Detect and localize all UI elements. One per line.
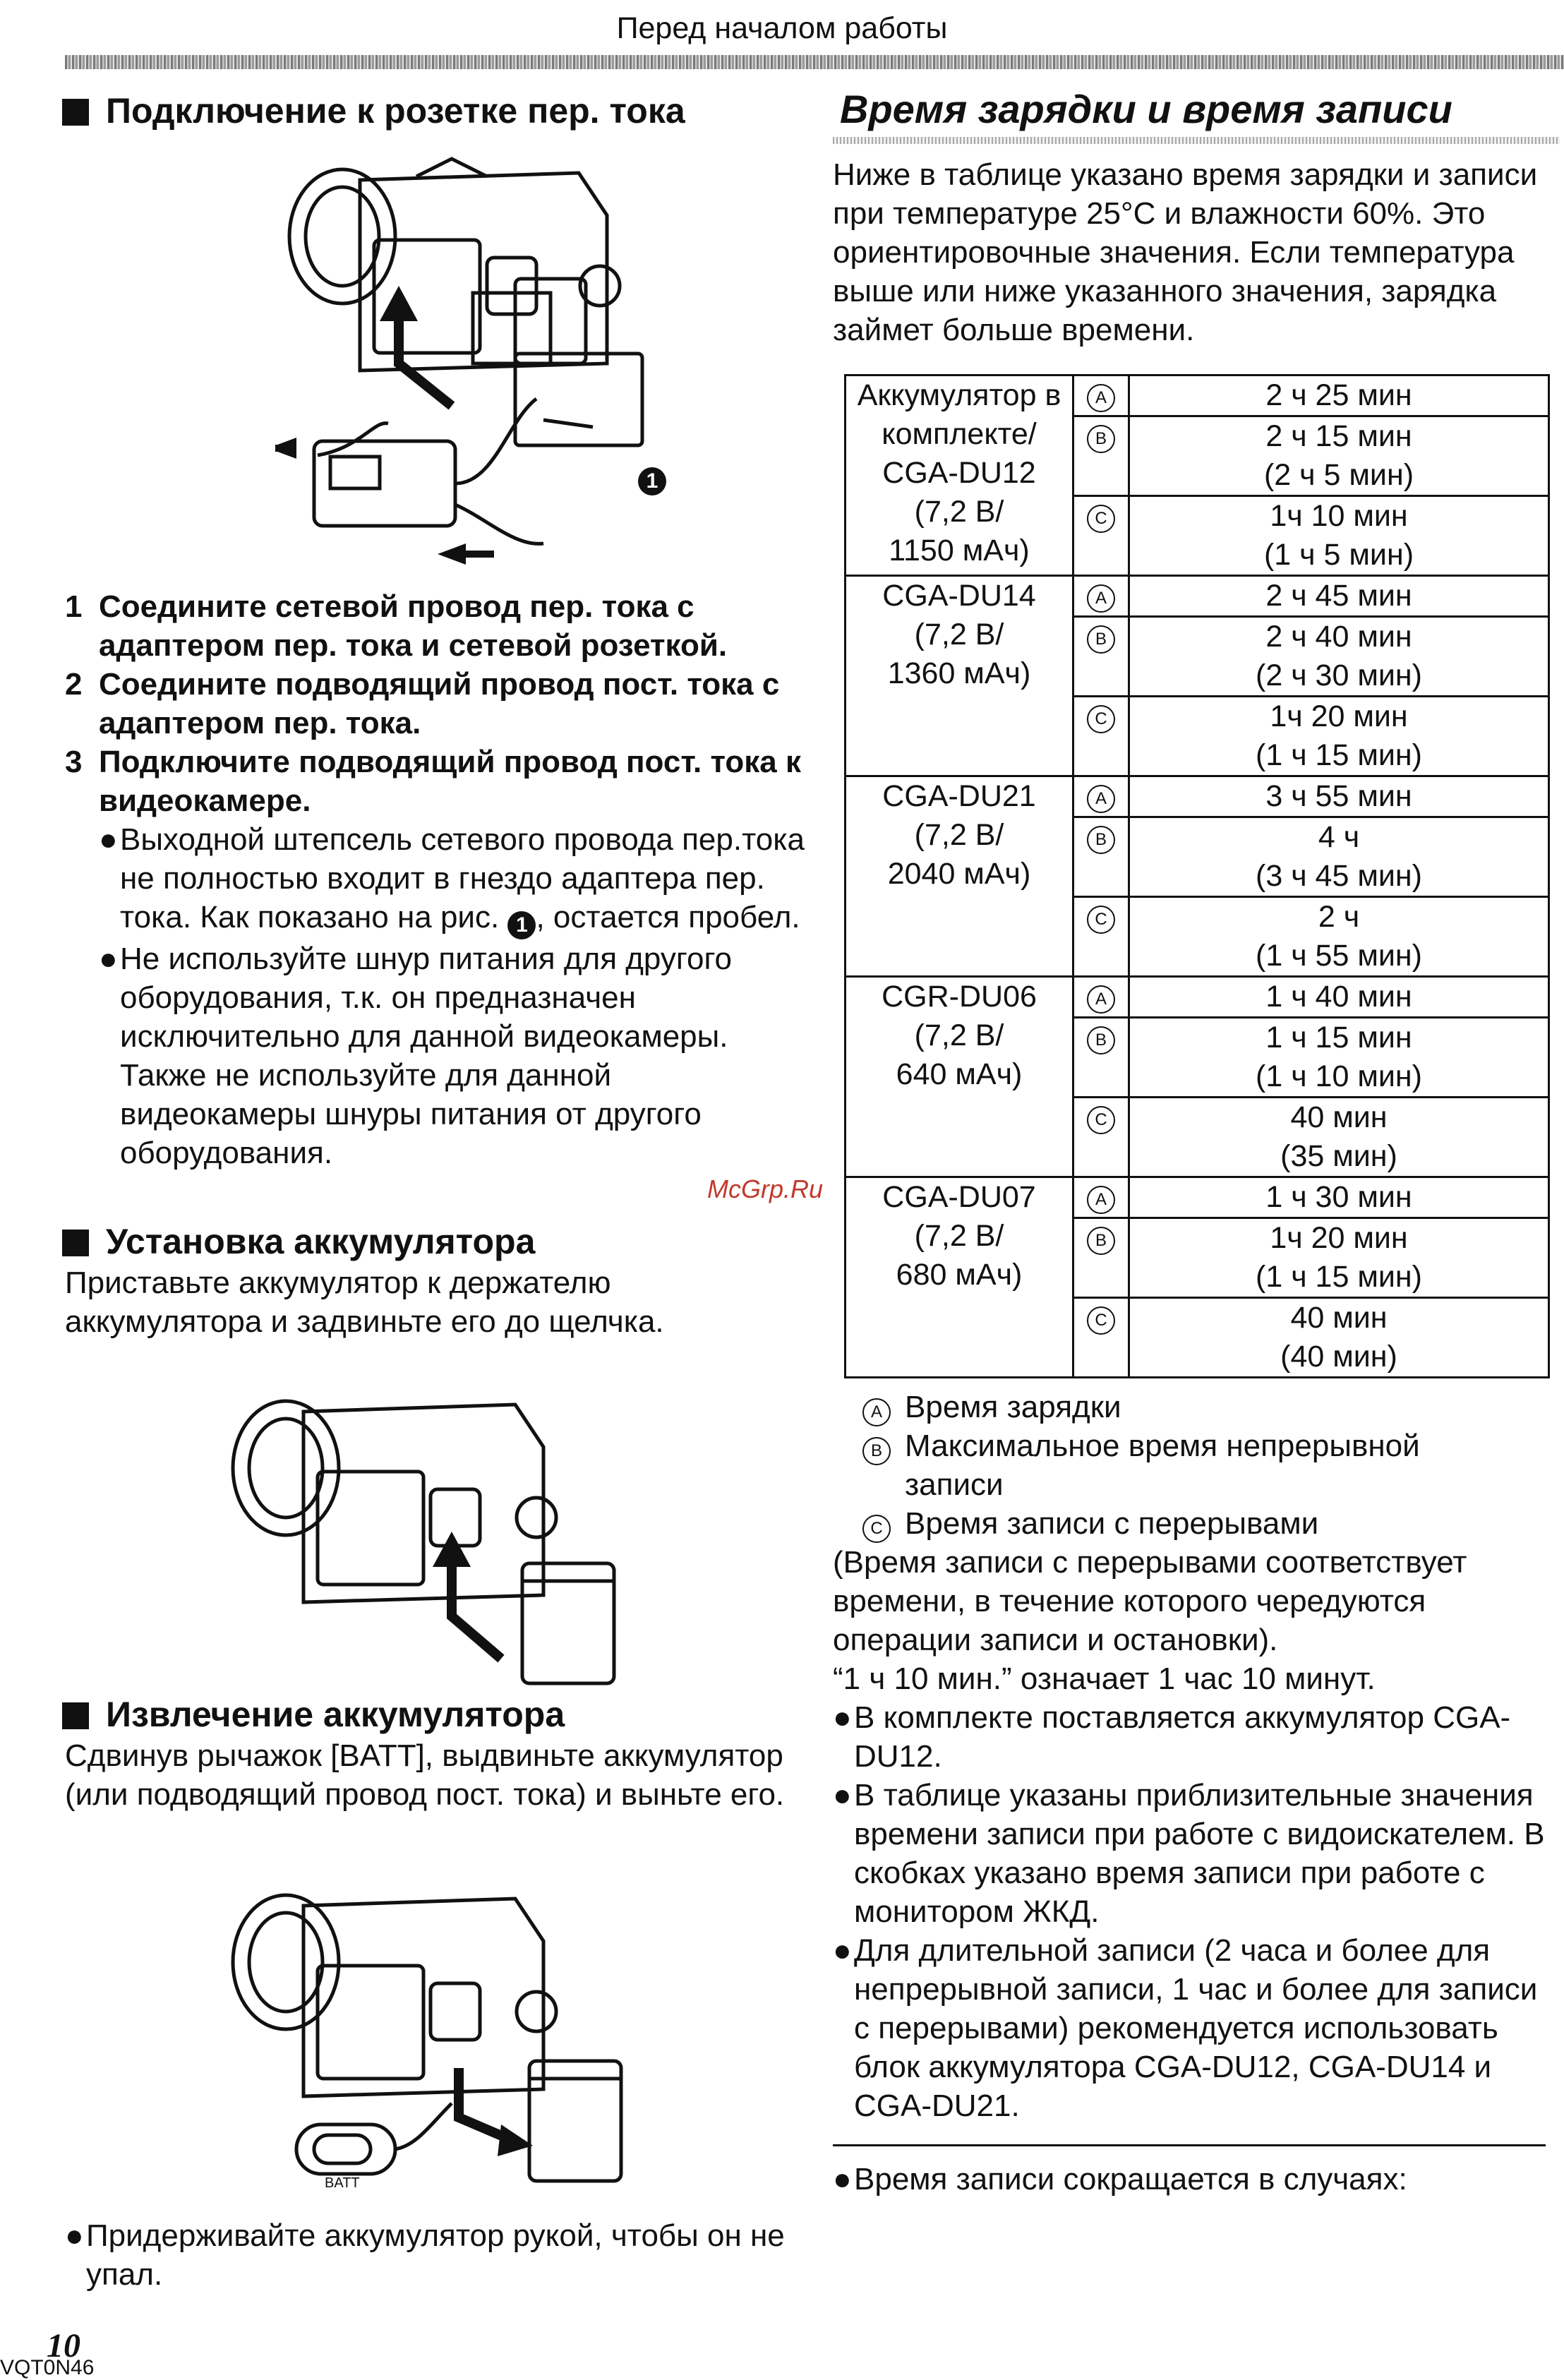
right-bullets — [833, 1698, 1546, 2125]
battery-model-line: (7,2 В/ — [914, 1018, 1004, 1052]
battery-model-line: комплекте/ — [882, 417, 1037, 451]
time-value-line: 1ч 20 мин — [1270, 699, 1408, 733]
time-value-line: (35 мин) — [1280, 1139, 1397, 1173]
time-value-line: 1 ч 30 мин — [1265, 1180, 1412, 1214]
circled-mark: C — [1087, 1306, 1115, 1335]
time-value-cell — [1129, 776, 1549, 817]
time-value-line: 3 ч 55 мин — [1265, 779, 1412, 813]
mark-cell — [1073, 1298, 1129, 1378]
mark-cell — [1073, 776, 1129, 817]
mark-cell — [1073, 817, 1129, 897]
bullet-plug-gap: ● Выходной штепсель сетевого провода пер.тока не полностью входит в гнездо адаптера пер. тока. Как показано на рис. 1 , остается пробел. — [99, 820, 813, 939]
time-value-line: (1 ч 15 мин) — [1256, 1260, 1422, 1294]
circled-mark: C — [1087, 1106, 1115, 1134]
time-value-line: 4 ч — [1318, 820, 1360, 854]
battery-model-line: 640 мАч) — [896, 1057, 1023, 1091]
table-legend — [862, 1388, 1498, 1543]
step-2: 2 Соедините подводящий провод пост. тока с адаптером пер. тока. — [65, 667, 780, 740]
right-footer-rule — [833, 2144, 1546, 2146]
step-1: 1 Соедините сетевой провод пер. тока с адаптером пер. тока и сетевой розеткой. — [65, 589, 728, 663]
time-value-line: (3 ч 45 мин) — [1256, 859, 1422, 893]
time-value-cell — [1129, 1218, 1549, 1298]
time-value-cell — [1129, 697, 1549, 776]
mark-cell — [1073, 897, 1129, 977]
battery-model-line: CGA-DU14 — [882, 579, 1036, 613]
time-value-cell — [1129, 416, 1549, 496]
battery-model-cell — [846, 977, 1073, 1177]
battery-model-cell — [846, 576, 1073, 776]
battery-model-line: (7,2 В/ — [914, 1219, 1004, 1253]
right-title-rule — [833, 137, 1560, 144]
mark-cell — [1073, 617, 1129, 697]
time-value-cell — [1129, 1177, 1549, 1218]
time-value-line: 1ч 20 мин — [1270, 1221, 1408, 1255]
note-intermittent: (Время записи с перерывами соответствует времени, в течение которого чередуются операции записи и остановки). — [833, 1545, 1467, 1657]
section-square-icon — [62, 1230, 89, 1256]
battery-model-line: CGA-DU21 — [882, 779, 1036, 813]
battery-install-text: Приставьте аккумулятор к держателю аккумулятора и задвиньте его до щелчка. — [65, 1266, 664, 1339]
bullet-recording-shorter: ● Время записи сокращается в случаях: — [833, 2162, 1407, 2196]
battery-model-line: CGA-DU07 — [882, 1180, 1036, 1214]
mark-cell — [1073, 416, 1129, 496]
section-title-battery-install: Установка аккумулятора — [62, 1221, 535, 1262]
mark-cell — [1073, 977, 1129, 1018]
legend-item-b: B Максимальное время непрерывной записи — [862, 1426, 1498, 1504]
bullet-approx-values: ● В таблице указаны приблизительные значения времени записи при работе с видоискателем. В скобках указано время записи при работе с монитором ЖКД. — [833, 1778, 1545, 1929]
mark-cell — [1073, 496, 1129, 576]
page-header: Перед началом работы — [616, 11, 948, 45]
time-value-cell — [1129, 496, 1549, 576]
time-value-line: (40 мин) — [1280, 1340, 1397, 1374]
section-square-icon — [62, 1702, 89, 1729]
time-value-line: 1 ч 40 мин — [1265, 980, 1412, 1014]
mark-cell — [1073, 576, 1129, 617]
time-value-cell — [1129, 375, 1549, 416]
time-value-cell — [1129, 1298, 1549, 1378]
time-value-cell — [1129, 1098, 1549, 1177]
table-row — [846, 1177, 1549, 1218]
circled-mark: B — [1087, 425, 1115, 453]
circled-mark: B — [1087, 1227, 1115, 1255]
time-value-cell — [1129, 977, 1549, 1018]
section-title-ac-outlet: Подключение к розетке пер. тока — [62, 90, 685, 131]
time-value-cell — [1129, 576, 1549, 617]
time-value-line: (2 ч 30 мин) — [1256, 659, 1422, 692]
step-3: 3 Подключите подводящий провод пост. тока к видеокамере. — [65, 745, 802, 818]
time-value-line: (1 ч 55 мин) — [1256, 939, 1422, 973]
table-row — [846, 977, 1549, 1018]
battery-model-line: (7,2 В/ — [914, 618, 1004, 651]
circled-mark: A — [1087, 985, 1115, 1014]
time-value-line: 2 ч 15 мин — [1265, 419, 1412, 453]
battery-model-line: CGR-DU06 — [882, 980, 1037, 1014]
circled-mark: A — [1087, 384, 1115, 412]
right-section-title: Время зарядки и время записи — [840, 87, 1452, 131]
time-value-line: (2 ч 5 мин) — [1263, 458, 1414, 492]
header-rule — [65, 55, 1564, 69]
time-value-line: 40 мин — [1290, 1100, 1388, 1134]
circled-mark: B — [1087, 625, 1115, 654]
time-value-line: (1 ч 5 мин) — [1263, 538, 1414, 572]
time-value-cell — [1129, 617, 1549, 697]
circled-mark: B — [1087, 1026, 1115, 1054]
battery-model-line: 680 мАч) — [896, 1258, 1023, 1292]
battery-install-illustration — [219, 1369, 642, 1694]
mark-cell — [1073, 1218, 1129, 1298]
time-value-cell — [1129, 897, 1549, 977]
time-value-line: 2 ч 40 мин — [1265, 620, 1412, 654]
battery-model-line: Аккумулятор в — [857, 378, 1061, 412]
circled-mark: A — [1087, 584, 1115, 613]
note-time-format: “1 ч 10 мин.” означает 1 час 10 минут. — [833, 1661, 1376, 1696]
mark-cell — [1073, 1018, 1129, 1098]
table-row — [846, 776, 1549, 817]
charging-time-table — [844, 374, 1550, 1378]
time-value-line: 40 мин — [1290, 1301, 1388, 1335]
battery-model-line: 1360 мАч) — [887, 656, 1031, 690]
time-value-line: 2 ч 45 мин — [1265, 579, 1412, 613]
battery-model-cell — [846, 375, 1073, 576]
circled-mark: A — [1087, 1186, 1115, 1214]
battery-model-line: 2040 мАч) — [887, 857, 1031, 891]
time-value-cell — [1129, 817, 1549, 897]
mark-cell — [1073, 1177, 1129, 1218]
circled-mark: C — [1087, 906, 1115, 934]
section-title-battery-remove: Извлечение аккумулятора — [62, 1694, 565, 1735]
circled-mark: C — [1087, 505, 1115, 533]
battery-model-line: (7,2 В/ — [914, 495, 1004, 529]
time-value-line: 1ч 10 мин — [1270, 499, 1408, 533]
bullet-supplied-battery: ● В комплекте поставляется аккумулятор CGA-DU12. — [833, 1700, 1511, 1774]
battery-remove-text: Сдвинув рычажок [BATT], выдвиньте аккумулятор (или подводящий провод пост. тока) и выньте его. — [65, 1738, 785, 1812]
steps-list — [65, 587, 813, 1172]
circled-mark: A — [1087, 785, 1115, 813]
legend-item-a: A Время зарядки — [862, 1388, 1498, 1426]
mark-cell — [1073, 1098, 1129, 1177]
circled-mark: C — [1087, 705, 1115, 733]
time-value-line: 2 ч — [1318, 900, 1360, 934]
battery-model-line: 1150 мАч) — [889, 534, 1030, 567]
legend-item-c: C Время записи с перерывами — [862, 1504, 1498, 1543]
mark-cell — [1073, 697, 1129, 776]
battery-remove-illustration — [219, 1870, 642, 2195]
battery-model-line: (7,2 В/ — [914, 818, 1004, 852]
time-value-line: 1 ч 15 мин — [1265, 1021, 1412, 1054]
watermark: McGrp.Ru — [707, 1174, 824, 1203]
table-row — [846, 375, 1549, 416]
document-code: VQT0N46 — [0, 2356, 95, 2379]
right-intro-text: Ниже в таблице указано время зарядки и записи при температуре 25°C и влажности 60%. Это ориентировочные значения. Если температура выше или ниже указанного значения, зарядка займет больше времени. — [833, 157, 1538, 347]
battery-model-line: CGA-DU12 — [882, 456, 1036, 490]
time-value-cell — [1129, 1018, 1549, 1098]
page-number: 10 — [47, 2327, 80, 2364]
section-square-icon — [62, 99, 89, 126]
time-value-line: (1 ч 10 мин) — [1256, 1059, 1422, 1093]
bullet-hold-battery: ● Придерживайте аккумулятор рукой, чтобы он не упал. — [65, 2218, 785, 2292]
table-row — [846, 576, 1549, 617]
bullet-power-cord-warning: ● Не используйте шнур питания для другого оборудования, т.к. он предназначен исключительно для данной видеокамеры. Также не используйте для данной видеокамеры шнуры питания от другого оборудования. — [99, 941, 733, 1170]
mark-cell — [1073, 375, 1129, 416]
circled-mark: B — [1087, 826, 1115, 854]
bullet-long-recording: ● Для длительной записи (2 часа и более для непрерывной записи, 1 час и более для записи с перерывами) рекомендуется использовать блок аккумулятора CGA-DU12, CGA-DU14 и CGA-DU21. — [833, 1933, 1538, 2123]
batt-switch-label: BATT — [325, 2175, 360, 2191]
battery-model-cell — [846, 776, 1073, 977]
camera-ac-adaptor-illustration — [275, 152, 678, 582]
figure-label-1: 1 — [638, 467, 666, 495]
battery-model-cell — [846, 1177, 1073, 1378]
time-value-line: 2 ч 25 мин — [1265, 378, 1412, 412]
time-value-line: (1 ч 15 мин) — [1256, 738, 1422, 772]
